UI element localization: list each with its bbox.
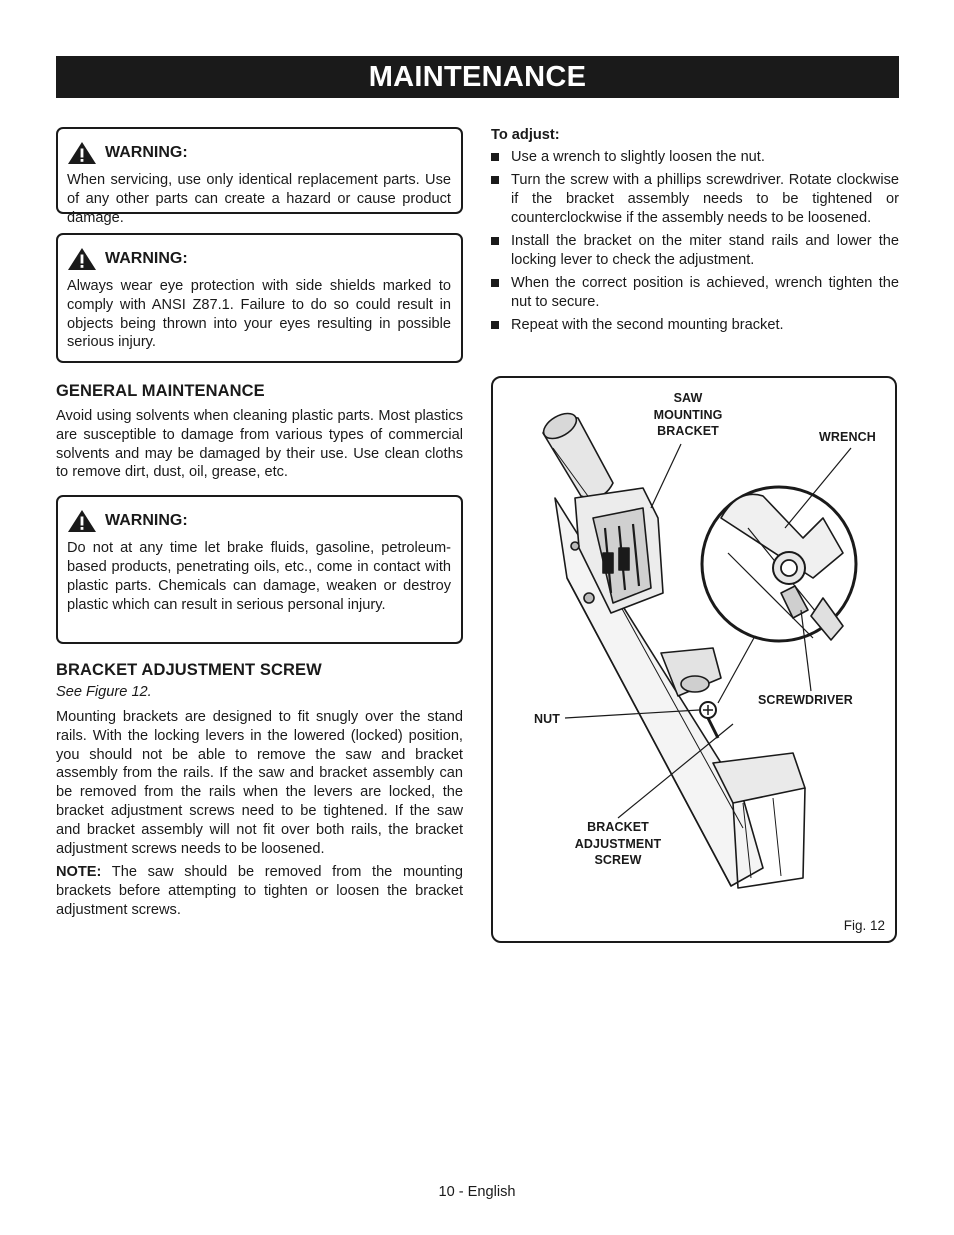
to-adjust-heading: To adjust: <box>491 127 560 143</box>
label-screwdriver: SCREWDRIVER <box>758 693 853 707</box>
square-bullet-icon <box>491 176 499 184</box>
warning-box-3 <box>56 495 463 644</box>
note-text: The saw should be removed from the mounting brackets before attempting to tighten or loosen the bracket adjustment screws. <box>56 864 463 918</box>
warning-triangle-icon <box>67 141 97 165</box>
warning-triangle-icon <box>67 509 97 533</box>
figure-caption: Fig. 12 <box>843 918 885 933</box>
warning-text: Do not at any time let brake fluids, gasoline, petroleum-based products, penetrating oils, etc., come in contact with plastic parts. Chemicals can damage, weaken or destroy plastic which can result in serious personal injury. <box>67 540 451 613</box>
section-heading: GENERAL MAINTENANCE <box>56 382 265 400</box>
adjust-steps-list <box>491 148 899 335</box>
list-item-text: Turn the screw with a phillips screwdriver. Rotate clockwise if the bracket assembly needs to be tightened or counterclockwise if the assembly needs to be loosened. <box>511 172 899 226</box>
list-item-text: Repeat with the second mounting bracket. <box>511 317 784 334</box>
warning-header <box>67 141 451 165</box>
warning-box-2 <box>56 233 463 363</box>
list-item <box>491 274 899 312</box>
page-footer: 10 - English <box>438 1184 516 1200</box>
square-bullet-icon <box>491 237 499 245</box>
section-heading: BRACKET ADJUSTMENT SCREW <box>56 661 322 680</box>
general-maintenance-section <box>56 382 463 482</box>
list-item <box>491 171 899 227</box>
right-column <box>491 127 899 340</box>
bracket-adjustment-section <box>56 661 463 920</box>
note-label: NOTE: <box>56 864 102 881</box>
square-bullet-icon <box>491 279 499 287</box>
list-item <box>491 148 899 167</box>
note-paragraph <box>56 863 463 919</box>
label-bracket-adjustment-screw: BRACKET ADJUSTMENT SCREW <box>574 820 662 867</box>
list-item-text: When the correct position is achieved, wrench tighten the nut to secure. <box>511 275 899 311</box>
list-item <box>491 232 899 270</box>
warning-text: Always wear eye protection with side shields marked to comply with ANSI Z87.1. Failure to do so could result in objects being thrown into your eyes resulting in possible serious injury. <box>67 278 451 351</box>
warning-label: WARNING: <box>105 144 188 161</box>
warning-box-1 <box>56 127 463 226</box>
warning-header <box>67 509 451 533</box>
warning-triangle-icon <box>67 247 97 271</box>
list-item-text: Use a wrench to slightly loosen the nut. <box>511 149 765 165</box>
section-paragraph: Avoid using solvents when cleaning plastic parts. Most plastics are susceptible to damage from various types of commercial solvents and may be damaged by their use. Use clean cloths to remove dirt, dust, oil, grease, etc. <box>56 408 463 481</box>
section-paragraph: Mounting brackets are designed to fit snugly over the stand rails. With the locking levers in the lowered (locked) position, you should not be able to remove the saw and bracket assembly from the rails. If the saw and bracket assembly can be removed from the rails when the levers are locked, the bracket adjustment screws need to be tightened. If the saw and bracket assembly will not fit over both rails, the bracket adjustment screws needs to be loosened. <box>56 708 463 857</box>
label-wrench: WRENCH <box>819 430 876 444</box>
square-bullet-icon <box>491 153 499 161</box>
list-item <box>491 316 899 335</box>
square-bullet-icon <box>491 321 499 329</box>
warning-label: WARNING: <box>105 250 188 267</box>
label-nut: NUT <box>534 712 560 726</box>
page-title: MAINTENANCE <box>56 56 899 98</box>
warning-header <box>67 247 451 271</box>
label-saw-mounting-bracket: SAW MOUNTING BRACKET <box>653 391 723 438</box>
list-item-text: Install the bracket on the miter stand rails and lower the locking lever to check the adjustment. <box>511 233 899 268</box>
bracket-illustration <box>493 378 895 941</box>
figure-12 <box>491 376 897 943</box>
warning-label: WARNING: <box>105 512 188 530</box>
figure-reference: See Figure 12. <box>56 684 152 701</box>
left-column <box>56 127 463 925</box>
warning-text: When servicing, use only identical replacement parts. Use of any other parts can create a hazard or cause product damage. <box>67 172 451 226</box>
